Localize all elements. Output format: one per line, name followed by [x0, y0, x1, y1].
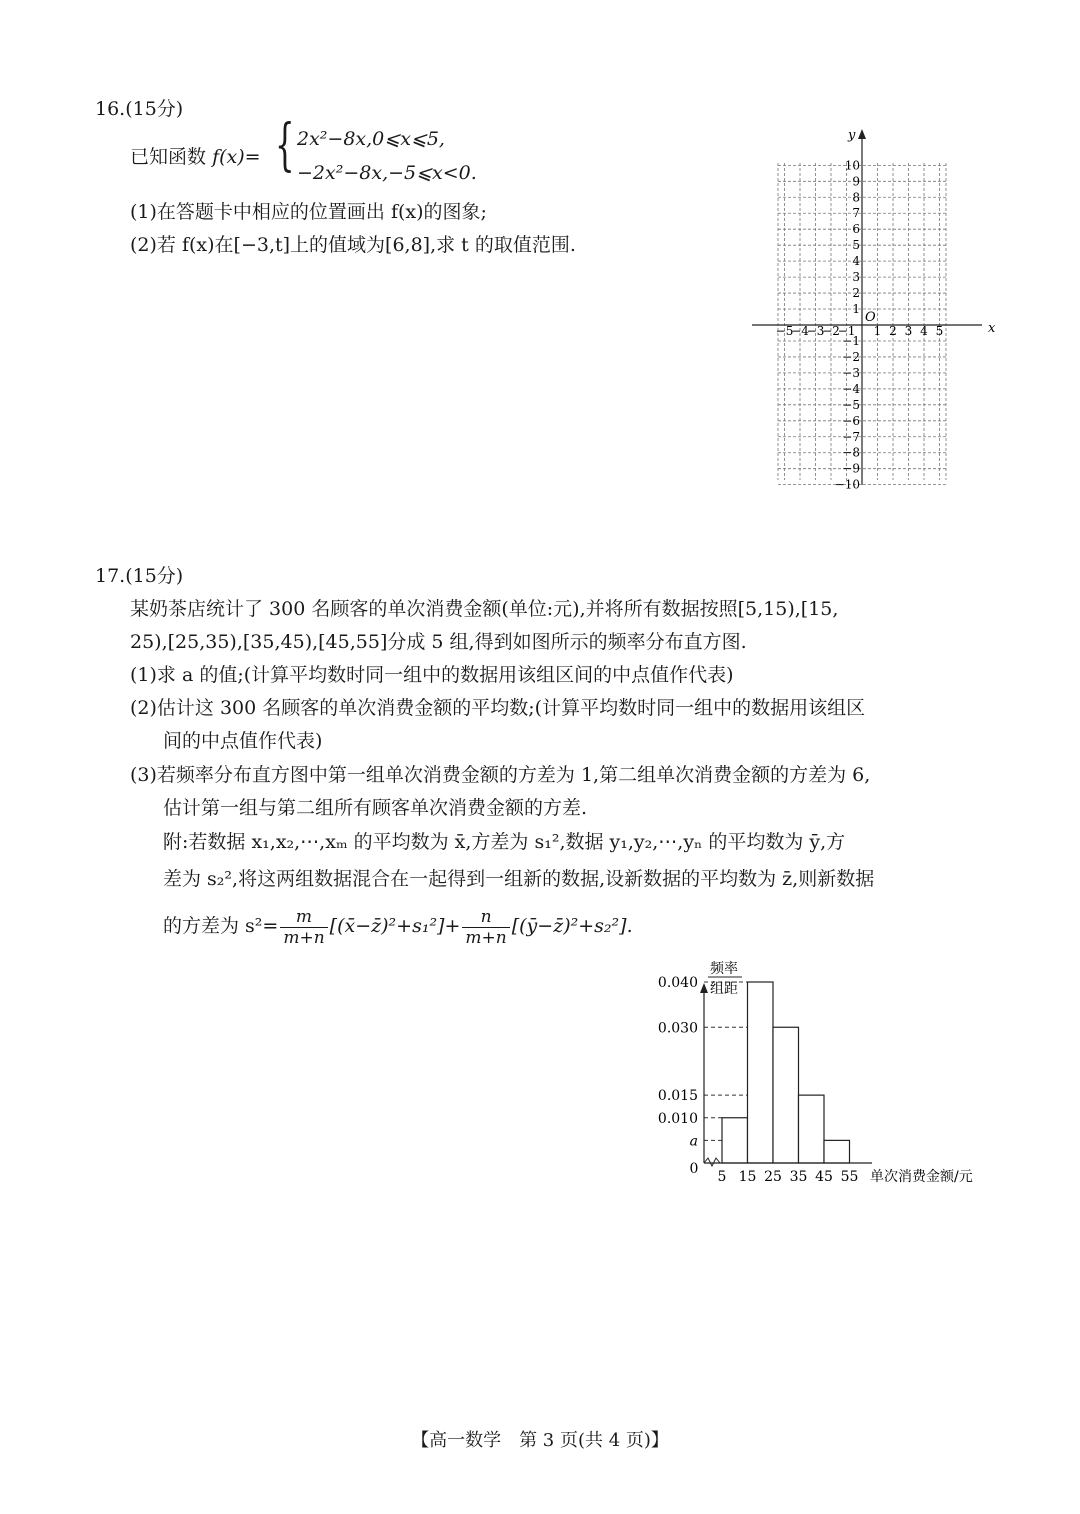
q17-part2-b: 间的中点值作代表) [163, 730, 323, 752]
fraction-n-num: n [462, 907, 509, 928]
hist-x-tick-label: 15 [738, 1169, 757, 1185]
q17-note-1: 附:若数据 x₁,x₂,⋯,xₘ 的平均数为 x̄,方差为 s₁²,数据 y₁,y₂,⋯,yₙ 的平均数为 ȳ,方 [163, 831, 846, 853]
fraction-n [462, 907, 509, 948]
x-tick-label: −2 [822, 324, 840, 338]
y-tick-label: 9 [852, 174, 860, 189]
hist-x-tick-label: 55 [840, 1169, 859, 1185]
hist-origin-label: 0 [689, 1161, 699, 1177]
hist-x-tick-label: 45 [815, 1169, 833, 1185]
axis-break-icon [704, 1158, 720, 1166]
hist-y-tick-label: 0.040 [657, 975, 698, 991]
y-tick-label: 1 [852, 302, 860, 317]
q17-part3-b: 估计第一组与第二组所有顾客单次消费金额的方差. [163, 797, 588, 819]
y-tick-label: −7 [842, 429, 860, 444]
q17-note-2: 差为 s₂²,将这两组数据混合在一起得到一组新的数据,设新数据的平均数为 z̄,则新数据 [163, 868, 875, 890]
hist-x-tick-label: 5 [717, 1169, 727, 1185]
x-tick-label: 1 [873, 324, 882, 338]
formula-bracket-1: [(x̄−z̄)²+s₁²]+ [329, 915, 461, 937]
hist-y-tick-label: 0.010 [657, 1110, 698, 1127]
y-tick-label: −10 [834, 477, 860, 490]
histogram-bar [773, 1027, 799, 1163]
y-tick-label: −1 [842, 333, 860, 348]
q16-intro-text: 已知函数 [130, 146, 207, 168]
hist-y-tick-label: 0.030 [657, 1020, 698, 1037]
x-tick-label: −5 [775, 324, 794, 338]
q16-intro [130, 144, 261, 170]
q16-header: 16.(15分) [95, 98, 184, 120]
x-axis-label: x [988, 321, 995, 336]
histogram-bar [824, 1140, 850, 1163]
hist-y-tick-label: a [689, 1133, 698, 1150]
x-tick-label: −1 [837, 324, 856, 338]
fraction-n-den: m+n [465, 927, 507, 948]
y-tick-label: −8 [842, 445, 860, 460]
hist-x-label: 单次消费金额/元 [870, 1169, 973, 1185]
fraction-m-den: m+n [283, 927, 325, 948]
x-tick-label: 3 [904, 324, 913, 338]
y-tick-label: 2 [852, 286, 860, 301]
hist-x-tick-label: 25 [764, 1169, 782, 1185]
y-tick-label: −5 [842, 397, 860, 412]
histogram-bar [799, 1095, 825, 1163]
q16-case-2: −2x²−8x,−5⩽x<0. [297, 162, 477, 184]
origin-label: O [865, 310, 876, 325]
y-tick-label: 7 [852, 206, 860, 221]
y-tick-label: 5 [852, 238, 860, 253]
x-tick-label: −3 [806, 324, 825, 338]
y-tick-label: −2 [842, 349, 860, 364]
histogram-bar [722, 1118, 748, 1163]
x-tick-label: 4 [920, 324, 928, 338]
y-tick-label: 4 [852, 254, 860, 269]
y-tick-label: 6 [852, 222, 860, 237]
q17-stem-2: 25),[25,35),[35,45),[45,55]分成 5 组,得到如图所示的频率分布直方图. [130, 631, 747, 653]
q17-part3-a: (3)若频率分布直方图中第一组单次消费金额的方差为 1,第二组单次消费金额的方差为 6, [130, 764, 871, 786]
y-tick-label: 10 [844, 158, 860, 173]
hist-x-tick-label: 35 [789, 1169, 808, 1185]
x-tick-label: −4 [791, 324, 809, 338]
hist-y-tick-label: 0.015 [657, 1088, 698, 1105]
page-footer: 【高一数学 第 3 页(共 4 页)】 [411, 1430, 669, 1451]
q16-case-1: 2x²−8x,0⩽x⩽5, [297, 128, 445, 150]
q17-header: 17.(15分) [95, 565, 184, 587]
grid-lines [752, 129, 982, 485]
q16-part1: (1)在答题卡中相应的位置画出 f(x)的图象; [130, 201, 487, 223]
y-tick-label: −6 [842, 413, 860, 428]
q16-brace: { [275, 113, 295, 178]
formula-prefix: 的方差为 s²= [163, 915, 279, 937]
q17-part2-a: (2)估计这 300 名顾客的单次消费金额的平均数;(计算平均数时同一组中的数据用该组区 [130, 697, 866, 719]
q16-part2: (2)若 f(x)在[−3,t]上的值域为[6,8],求 t 的取值范围. [130, 234, 576, 256]
y-tick-label: 8 [852, 190, 860, 205]
q17-stem-1: 某奶茶店统计了 300 名顾客的单次消费金额(单位:元),并将所有数据按照[5,15),[15, [130, 598, 839, 620]
y-tick-label: −3 [842, 365, 860, 380]
histogram-bar [748, 982, 774, 1163]
hist-ylabel-top: 频率 [710, 961, 738, 977]
hist-ylabel-bottom: 组距 [710, 981, 738, 997]
frequency-histogram [640, 955, 1020, 1195]
q16-coordinate-grid [750, 125, 995, 490]
q17-part1: (1)求 a 的值;(计算平均数时同一组中的数据用该组区间的中点值作代表) [130, 664, 734, 686]
x-tick-label: 2 [889, 324, 897, 338]
y-tick-label: 3 [852, 270, 860, 285]
y-axis-arrow [858, 129, 866, 139]
formula-bracket-2: [(ȳ−z̄)²+s₂²]. [511, 915, 633, 937]
fraction-m-num: m [280, 907, 327, 928]
fraction-m [280, 907, 327, 948]
x-tick-label: 5 [935, 324, 944, 338]
histogram-bars [722, 982, 850, 1163]
q16-fx: f(x)= [212, 146, 261, 168]
y-tick-label: −4 [842, 381, 860, 396]
q17-formula [163, 904, 633, 948]
y-tick-label: −9 [842, 461, 860, 476]
y-axis-label: y [848, 128, 856, 143]
hist-y-arrow [700, 983, 708, 993]
